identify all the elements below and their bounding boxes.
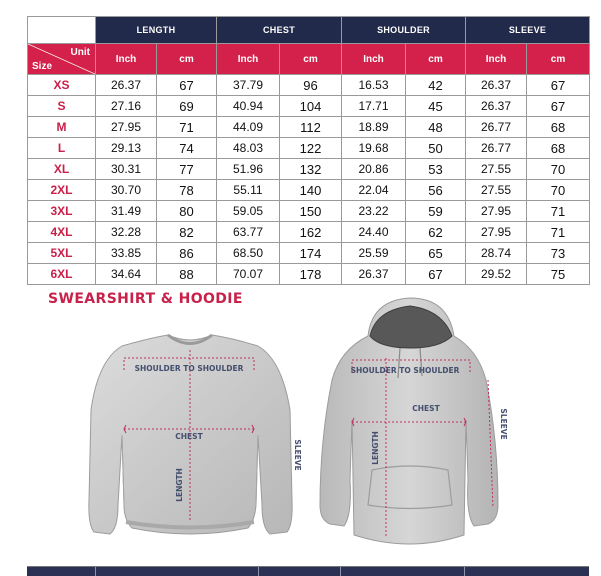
table-cell: 174 (280, 243, 342, 264)
table-cell: 67 (527, 96, 590, 117)
table-cell: 74 (157, 138, 217, 159)
sweatshirt-sleeve-label: SLEEVE (293, 439, 302, 471)
table-cell: 29.52 (466, 264, 527, 285)
strip-divider (258, 567, 259, 576)
table-cell: 70.07 (217, 264, 280, 285)
table-cell: 71 (157, 117, 217, 138)
size-cell: 5XL (28, 243, 96, 264)
table-cell: 68 (527, 117, 590, 138)
size-cell: XS (28, 75, 96, 96)
table-cell: 31.49 (96, 201, 157, 222)
table-cell: 48 (406, 117, 466, 138)
table-cell: 20.86 (342, 159, 406, 180)
table-cell: 23.22 (342, 201, 406, 222)
header-shoulder: SHOULDER (342, 17, 466, 44)
table-cell: 67 (157, 75, 217, 96)
hoodie-sleeve-label: SLEEVE (499, 408, 508, 440)
header-chest: CHEST (217, 17, 342, 44)
table-cell: 26.77 (466, 138, 527, 159)
sweatshirt-length-label: LENGTH (175, 468, 184, 502)
size-cell: M (28, 117, 96, 138)
header-length: LENGTH (96, 17, 217, 44)
table-cell: 104 (280, 96, 342, 117)
table-cell: 140 (280, 180, 342, 201)
hoodie-icon (320, 298, 498, 544)
table-cell: 34.64 (96, 264, 157, 285)
table-cell: 59.05 (217, 201, 280, 222)
table-cell: 56 (406, 180, 466, 201)
table-cell: 86 (157, 243, 217, 264)
hoodie-chest-label: CHEST (412, 404, 440, 413)
size-cell: 4XL (28, 222, 96, 243)
table-cell: 32.28 (96, 222, 157, 243)
size-cell: 6XL (28, 264, 96, 285)
table-cell: 82 (157, 222, 217, 243)
table-cell: 33.85 (96, 243, 157, 264)
strip-divider (95, 567, 96, 576)
table-cell: 27.95 (96, 117, 157, 138)
table-cell: 78 (157, 180, 217, 201)
table-cell: 88 (157, 264, 217, 285)
size-cell: S (28, 96, 96, 117)
table-cell: 162 (280, 222, 342, 243)
table-cell: 26.77 (466, 117, 527, 138)
table-cell: 29.13 (96, 138, 157, 159)
table-cell: 63.77 (217, 222, 280, 243)
table-cell: 53 (406, 159, 466, 180)
table-cell: 26.37 (96, 75, 157, 96)
strip-divider (340, 567, 341, 576)
unit-cell: Inch (466, 44, 527, 75)
table-cell: 27.55 (466, 180, 527, 201)
table-cell: 19.68 (342, 138, 406, 159)
strip-divider (464, 567, 465, 576)
size-label: Size (32, 61, 53, 72)
table-cell: 48.03 (217, 138, 280, 159)
size-cell: XL (28, 159, 96, 180)
table-cell: 73 (527, 243, 590, 264)
unit-cell: cm (406, 44, 466, 75)
table-cell: 67 (406, 264, 466, 285)
unit-label: Unit (70, 47, 90, 58)
table-cell: 37.79 (217, 75, 280, 96)
hoodie-shoulder-label: SHOULDER TO SHOULDER (350, 366, 460, 375)
size-cell: 2XL (28, 180, 96, 201)
table-cell: 26.37 (342, 264, 406, 285)
table-cell: 96 (280, 75, 342, 96)
size-cell: 3XL (28, 201, 96, 222)
table-cell: 16.53 (342, 75, 406, 96)
table-cell: 51.96 (217, 159, 280, 180)
table-cell: 80 (157, 201, 217, 222)
table-cell: 26.37 (466, 96, 527, 117)
table-cell: 67 (527, 75, 590, 96)
table-cell: 132 (280, 159, 342, 180)
bottom-table-edge (27, 566, 589, 576)
unit-cell: cm (527, 44, 590, 75)
table-cell: 27.95 (466, 222, 527, 243)
table-cell: 178 (280, 264, 342, 285)
guide-title: SWEARSHIRT & HOODIE (48, 291, 243, 307)
table-cell: 30.31 (96, 159, 157, 180)
table-cell: 25.59 (342, 243, 406, 264)
unit-cell: Inch (217, 44, 280, 75)
unit-cell: Inch (96, 44, 157, 75)
table-cell: 18.89 (342, 117, 406, 138)
hoodie-length-label: LENGTH (371, 431, 380, 465)
table-cell: 70 (527, 159, 590, 180)
table-cell: 69 (157, 96, 217, 117)
unit-cell: Inch (342, 44, 406, 75)
table-cell: 44.09 (217, 117, 280, 138)
table-cell: 42 (406, 75, 466, 96)
table-cell: 112 (280, 117, 342, 138)
table-cell: 24.40 (342, 222, 406, 243)
table-cell: 27.16 (96, 96, 157, 117)
table-cell: 70 (527, 180, 590, 201)
header-sleeve: SLEEVE (466, 17, 590, 44)
table-cell: 30.70 (96, 180, 157, 201)
table-cell: 40.94 (217, 96, 280, 117)
table-cell: 50 (406, 138, 466, 159)
unit-cell: cm (280, 44, 342, 75)
table-cell: 26.37 (466, 75, 527, 96)
table-cell: 27.95 (466, 201, 527, 222)
table-cell: 22.04 (342, 180, 406, 201)
table-cell: 55.11 (217, 180, 280, 201)
table-cell: 62 (406, 222, 466, 243)
table-cell: 17.71 (342, 96, 406, 117)
table-cell: 45 (406, 96, 466, 117)
table-cell: 71 (527, 201, 590, 222)
table-cell: 28.74 (466, 243, 527, 264)
table-cell: 150 (280, 201, 342, 222)
table-cell: 71 (527, 222, 590, 243)
table-cell: 68.50 (217, 243, 280, 264)
table-cell: 77 (157, 159, 217, 180)
table-cell: 122 (280, 138, 342, 159)
table-cell: 65 (406, 243, 466, 264)
table-cell: 75 (527, 264, 590, 285)
table-cell: 68 (527, 138, 590, 159)
table-cell: 59 (406, 201, 466, 222)
table-cell: 27.55 (466, 159, 527, 180)
unit-cell: cm (157, 44, 217, 75)
sweatshirt-chest-label: CHEST (175, 432, 203, 441)
size-cell: L (28, 138, 96, 159)
sweatshirt-shoulder-label: SHOULDER TO SHOULDER (134, 364, 244, 373)
